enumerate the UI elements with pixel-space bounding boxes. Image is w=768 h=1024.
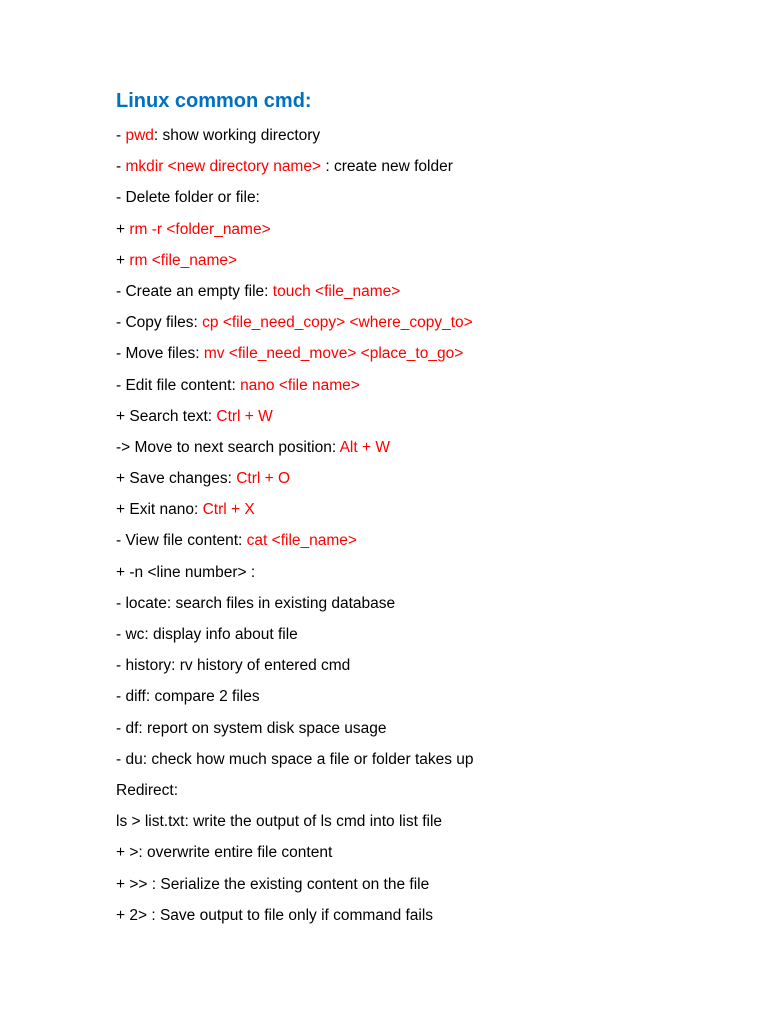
document-line [116,837,736,868]
description-text: - df: report on system disk space usage [116,719,387,737]
description-text: + 2> : Save output to file only if command fails [116,906,434,924]
document-body [116,120,736,931]
document-line [116,338,736,369]
command-text: cat <file_name> [246,532,357,550]
description-text: - View file content: [116,532,247,550]
command-text: rm -r <folder_name> [129,220,271,238]
document-line [116,900,736,931]
description-text: - [116,127,126,144]
document-line [116,401,736,432]
document-line [116,744,736,775]
document-line [116,307,736,338]
command-text: touch <file_name> [272,282,401,300]
command-text: Alt + W [339,438,390,456]
command-text: Ctrl + X [202,501,255,519]
command-text: mv <file_need_move> <place_to_go> [203,345,464,363]
document-line [116,650,736,681]
description-text: + Search text: [116,407,217,425]
description-text: Redirect: [116,781,179,799]
command-text: Ctrl + W [216,407,273,425]
document-line [116,182,736,213]
document-line [116,276,736,307]
description-text: + -n <line number> : [116,563,256,581]
document-line [116,869,736,900]
description-text: - du: check how much space a file or folder takes up [116,750,474,768]
document-line [116,120,736,151]
description-text: - history: rv history of entered cmd [116,657,351,675]
description-text: - diff: compare 2 files [116,688,260,706]
description-text: ls > list.txt: write the output of ls cmd into list file [116,813,443,831]
description-text: + [116,220,130,238]
description-text: - wc: display info about file [116,626,298,643]
description-text: - Copy files: [116,314,203,332]
document-line [116,214,736,245]
document-line [116,806,736,837]
description-text: - locate: search files in existing database [116,594,396,612]
document-line [116,245,736,276]
description-text: - [116,158,126,176]
description-text: - Delete folder or file: [116,189,260,207]
command-text: cp <file_need_copy> <where_copy_to> [202,314,473,332]
description-text: + >: overwrite entire file content [116,844,333,862]
description-text: - Edit file content: [116,376,241,394]
document-line [116,681,736,712]
document-line [116,463,736,494]
document-line [116,557,736,588]
description-text: -> Move to next search position: [116,438,340,456]
description-text: : create new folder [321,158,453,176]
description-text: + Exit nano: [116,501,203,519]
document-line [116,432,736,463]
description-text: + >> : Serialize the existing content on the file [116,875,430,893]
description-text: : show working directory [153,127,321,144]
command-text: pwd [125,127,154,144]
document-line [116,619,736,650]
document-page [116,86,736,931]
description-text: - Create an empty file: [116,282,273,300]
description-text: + Save changes: [116,470,237,488]
command-text: rm <file_name> [129,251,238,269]
document-line [116,588,736,619]
document-line [116,370,736,401]
document-line [116,525,736,556]
document-line [116,713,736,744]
document-line [116,151,736,182]
command-text: Ctrl + O [236,470,291,488]
command-text: mkdir <new directory name> [125,158,322,176]
description-text: + [116,251,130,269]
command-text: nano <file name> [240,376,360,394]
document-title: Linux common cmd: [116,90,312,112]
document-line [116,494,736,525]
document-line [116,775,736,806]
description-text: - Move files: [116,345,204,363]
